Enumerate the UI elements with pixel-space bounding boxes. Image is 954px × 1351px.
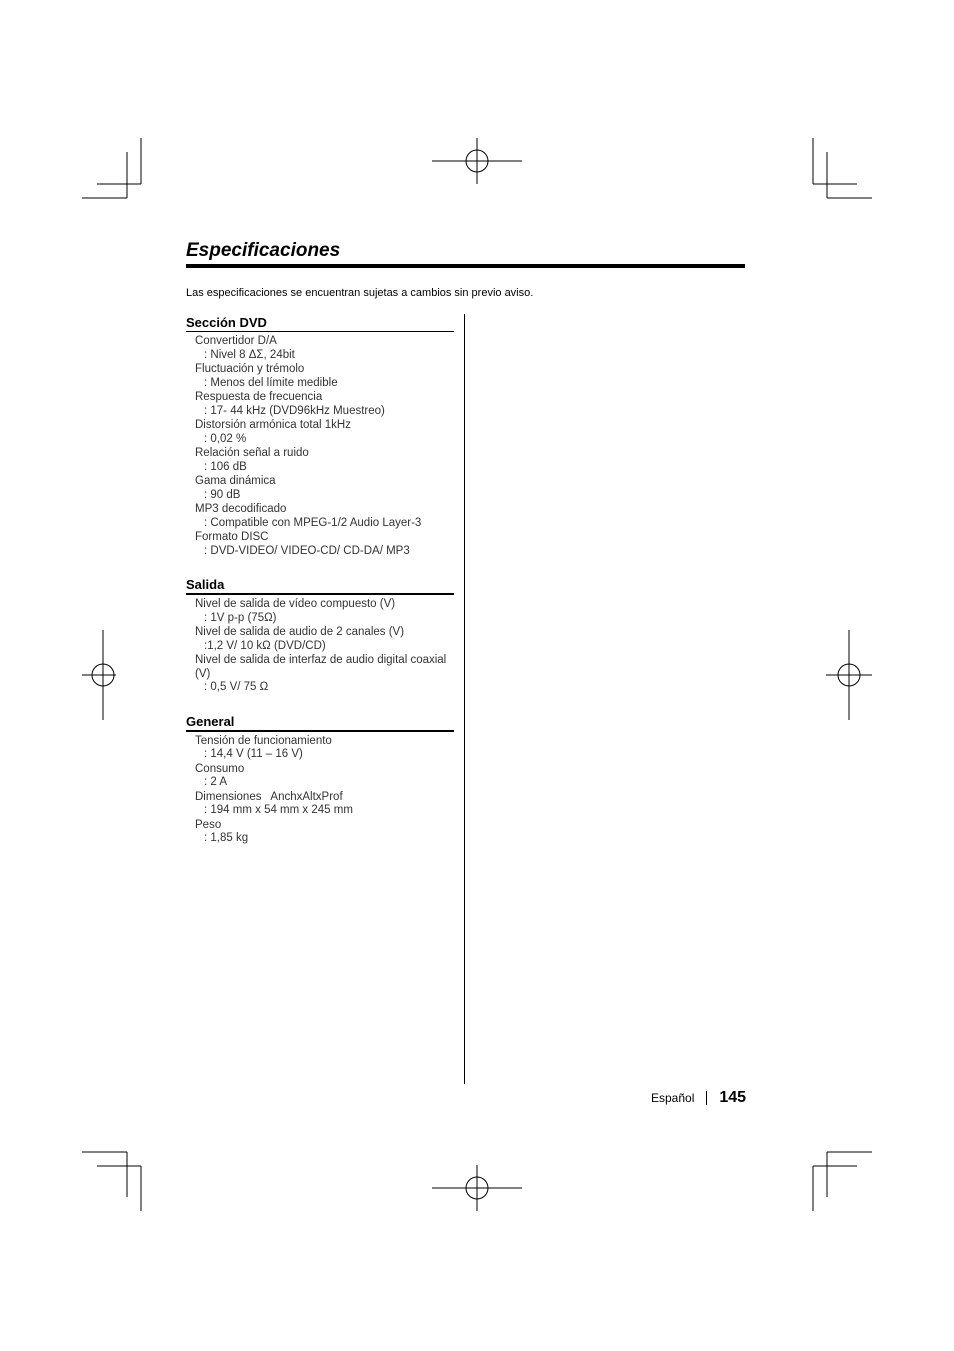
spec-label: Nivel de salida de audio de 2 canales (V) [195,626,405,638]
section-heading: Sección DVD [186,314,454,332]
spec-value: : 1,85 kg [204,832,249,844]
spec-label: Dimensiones AnchxAltxProf [195,790,343,803]
spec-label: Peso [195,818,222,831]
spec-list [186,735,454,846]
spec-label: Distorsión armónica total 1kHz [195,419,351,431]
spec-label: Fluctuación y trémolo [195,363,305,375]
spec-item [195,791,454,818]
spec-item [195,819,454,846]
page-title: Especificaciones [186,240,341,261]
spec-label: MP3 decodificado [195,503,287,515]
spec-value: : 0,02 % [204,432,247,445]
spec-item [195,598,454,625]
spec-item [195,475,454,502]
section-salida [186,576,454,695]
spec-item [195,391,454,418]
spec-label: Gama dinámica [195,475,276,487]
footer-separator [706,1091,707,1105]
spec-label: Convertidor D/A [195,335,277,347]
spec-value: : 194 mm x 54 mm x 245 mm [204,804,353,816]
spec-value: :1,2 V/ 10 kΩ (DVD/CD) [204,639,326,652]
spec-label: Formato DISC [195,531,269,543]
spec-list [186,598,454,695]
spec-value: : Nivel 8 ΔΣ, 24bit [204,348,295,361]
spec-label: Nivel de salida de interfaz de audio digital coaxial (V) [195,654,447,680]
spec-label: Relación señal a ruido [195,447,309,459]
spec-value: : 17- 44 kHz (DVD96kHz Muestreo) [204,404,385,417]
spec-item [195,447,454,474]
column-divider [464,314,465,1084]
spec-item [195,503,454,530]
footer-language: Español [651,1091,695,1105]
spec-label: Respuesta de frecuencia [195,391,323,403]
spec-column [186,314,454,864]
spec-value: : 90 dB [204,488,241,501]
page-footer [651,1089,746,1107]
spec-item [195,735,454,762]
spec-label: Nivel de salida de vídeo compuesto (V) [195,598,396,610]
section-heading: Salida [186,576,454,595]
spec-label: Consumo [195,762,245,775]
spec-item [195,626,454,653]
section-general [186,713,454,846]
spec-value: : Compatible con MPEG-1/2 Audio Layer-3 [204,516,422,529]
spec-list [186,335,454,558]
spec-value: : 2 A [204,776,228,788]
intro-note: Las especificaciones se encuentran sujetas a cambios sin previo aviso. [186,287,534,299]
spec-value: : 0,5 V/ 75 Ω [204,681,269,693]
section-dvd [186,314,454,558]
spec-label: Tensión de funcionamiento [195,734,332,747]
spec-item [195,363,454,390]
spec-item [195,335,454,362]
spec-item [195,654,454,695]
spec-value: : Menos del límite medible [204,376,338,389]
spec-item [195,763,454,790]
section-heading: General [186,713,454,732]
title-rule [186,264,745,268]
spec-item [195,531,454,558]
spec-value: : 14,4 V (11 – 16 V) [204,748,303,760]
spec-value: : 1V p-p (75Ω) [204,611,277,624]
spec-value: : 106 dB [204,460,247,473]
spec-item [195,419,454,446]
page-number: 145 [719,1089,747,1106]
spec-value: : DVD-VIDEO/ VIDEO-CD/ CD-DA/ MP3 [204,544,410,557]
